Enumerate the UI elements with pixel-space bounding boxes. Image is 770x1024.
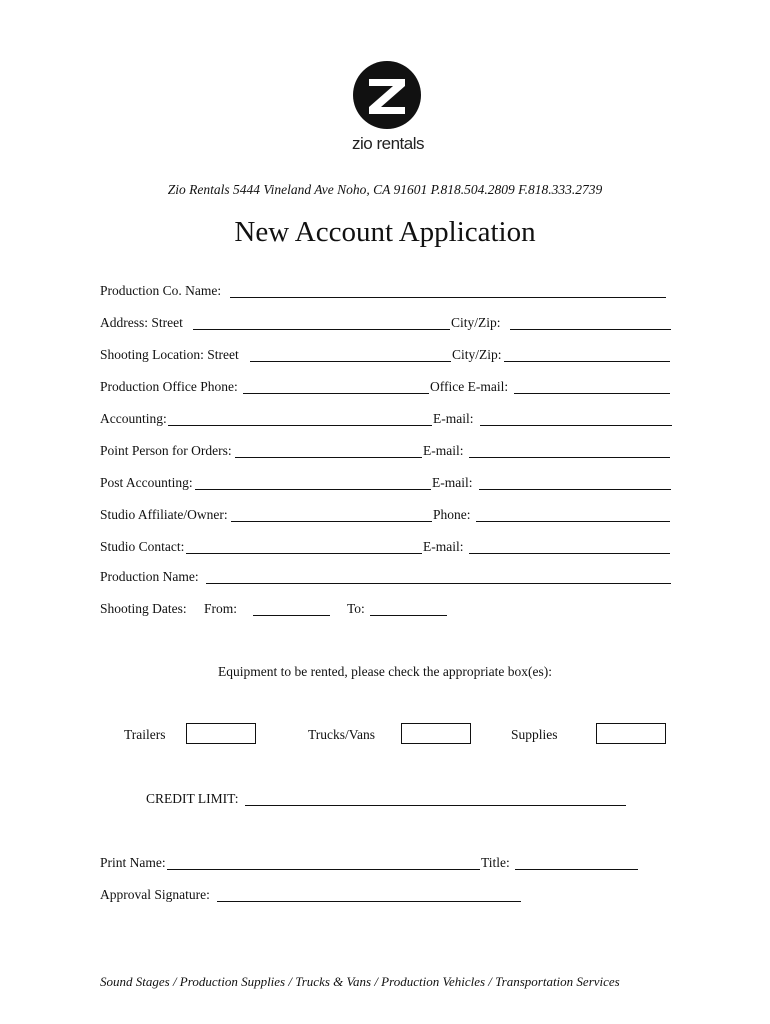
address-street-label: Address: Street bbox=[100, 315, 183, 330]
office-email-input[interactable] bbox=[514, 393, 670, 394]
credit-limit-row bbox=[146, 791, 631, 809]
studio-affiliate-input[interactable] bbox=[231, 521, 432, 522]
approval-signature-row bbox=[100, 887, 525, 905]
post-accounting-label: Post Accounting: bbox=[100, 475, 193, 490]
post-accounting-input[interactable] bbox=[195, 489, 431, 490]
production-name-input[interactable] bbox=[206, 583, 671, 584]
shooting-location-row bbox=[100, 347, 675, 365]
trailers-checkbox[interactable] bbox=[186, 723, 256, 744]
studio-contact-label: Studio Contact: bbox=[100, 539, 185, 554]
production-co-input[interactable] bbox=[230, 297, 666, 298]
shooting-dates-row bbox=[100, 601, 460, 619]
footer-services: Sound Stages / Production Supplies / Trucks & Vans / Production Vehicles / Transportation Services bbox=[100, 974, 620, 989]
shooting-dates-label: Shooting Dates: bbox=[100, 601, 187, 616]
post-accounting-email-input[interactable] bbox=[479, 489, 671, 490]
approval-signature-input[interactable] bbox=[217, 901, 521, 902]
studio-contact-email-label: E-mail: bbox=[423, 539, 464, 554]
address-cityzip-input[interactable] bbox=[510, 329, 671, 330]
shooting-location-street-input[interactable] bbox=[250, 361, 451, 362]
shooting-location-street-label: Shooting Location: Street bbox=[100, 347, 239, 362]
equipment-instruction: Equipment to be rented, please check the appropriate box(es): bbox=[218, 664, 552, 679]
point-person-email-label: E-mail: bbox=[423, 443, 464, 458]
production-co-label: Production Co. Name: bbox=[100, 283, 222, 298]
studio-phone-input[interactable] bbox=[476, 521, 670, 522]
studio-phone-label: Phone: bbox=[433, 507, 471, 522]
accounting-row bbox=[100, 411, 675, 429]
point-person-label: Point Person for Orders: bbox=[100, 443, 232, 458]
production-name-row bbox=[100, 569, 675, 587]
trailers-label: Trailers bbox=[124, 727, 166, 742]
studio-affiliate-row bbox=[100, 507, 675, 525]
print-name-input[interactable] bbox=[167, 869, 480, 870]
production-office-phone-input[interactable] bbox=[243, 393, 429, 394]
address-cityzip-label: City/Zip: bbox=[451, 315, 501, 330]
supplies-checkbox[interactable] bbox=[596, 723, 666, 744]
office-email-label: Office E-mail: bbox=[430, 379, 509, 394]
production-name-label: Production Name: bbox=[100, 569, 199, 584]
zio-rentals-logo bbox=[340, 58, 436, 158]
point-person-row bbox=[100, 443, 675, 461]
print-name-row bbox=[100, 855, 645, 873]
from-date-input[interactable] bbox=[253, 615, 330, 616]
post-accounting-row bbox=[100, 475, 675, 493]
page-title: New Account Application bbox=[234, 216, 536, 248]
studio-contact-row bbox=[100, 539, 675, 557]
company-address: Zio Rentals 5444 Vineland Ave Noho, CA 91601 P.818.504.2809 F.818.333.2739 bbox=[167, 182, 603, 197]
address-row bbox=[100, 315, 675, 333]
zio-logo-icon bbox=[352, 60, 422, 130]
studio-affiliate-label: Studio Affiliate/Owner: bbox=[100, 507, 228, 522]
accounting-email-input[interactable] bbox=[480, 425, 672, 426]
shooting-location-cityzip-input[interactable] bbox=[504, 361, 670, 362]
logo-text: zio rentals bbox=[352, 134, 424, 153]
point-person-email-input[interactable] bbox=[469, 457, 670, 458]
trucks-vans-label: Trucks/Vans bbox=[308, 727, 376, 742]
to-date-input[interactable] bbox=[370, 615, 447, 616]
production-office-phone-label: Production Office Phone: bbox=[100, 379, 238, 394]
accounting-label: Accounting: bbox=[100, 411, 167, 426]
production-office-phone-row bbox=[100, 379, 675, 397]
trucks-vans-checkbox[interactable] bbox=[401, 723, 471, 744]
credit-limit-label: CREDIT LIMIT: bbox=[146, 791, 239, 806]
production-co-row bbox=[100, 283, 670, 301]
address-street-input[interactable] bbox=[193, 329, 450, 330]
studio-contact-input[interactable] bbox=[186, 553, 422, 554]
credit-limit-input[interactable] bbox=[245, 805, 626, 806]
studio-contact-email-input[interactable] bbox=[469, 553, 670, 554]
supplies-label: Supplies bbox=[511, 727, 558, 742]
accounting-input[interactable] bbox=[168, 425, 432, 426]
post-accounting-email-label: E-mail: bbox=[432, 475, 473, 490]
print-name-label: Print Name: bbox=[100, 855, 166, 870]
title-label: Title: bbox=[481, 855, 510, 870]
title-input[interactable] bbox=[515, 869, 638, 870]
approval-signature-label: Approval Signature: bbox=[100, 887, 210, 902]
to-label: To: bbox=[347, 601, 365, 616]
accounting-email-label: E-mail: bbox=[433, 411, 474, 426]
from-label: From: bbox=[204, 601, 238, 616]
point-person-input[interactable] bbox=[235, 457, 422, 458]
shooting-location-cityzip-label: City/Zip: bbox=[452, 347, 502, 362]
